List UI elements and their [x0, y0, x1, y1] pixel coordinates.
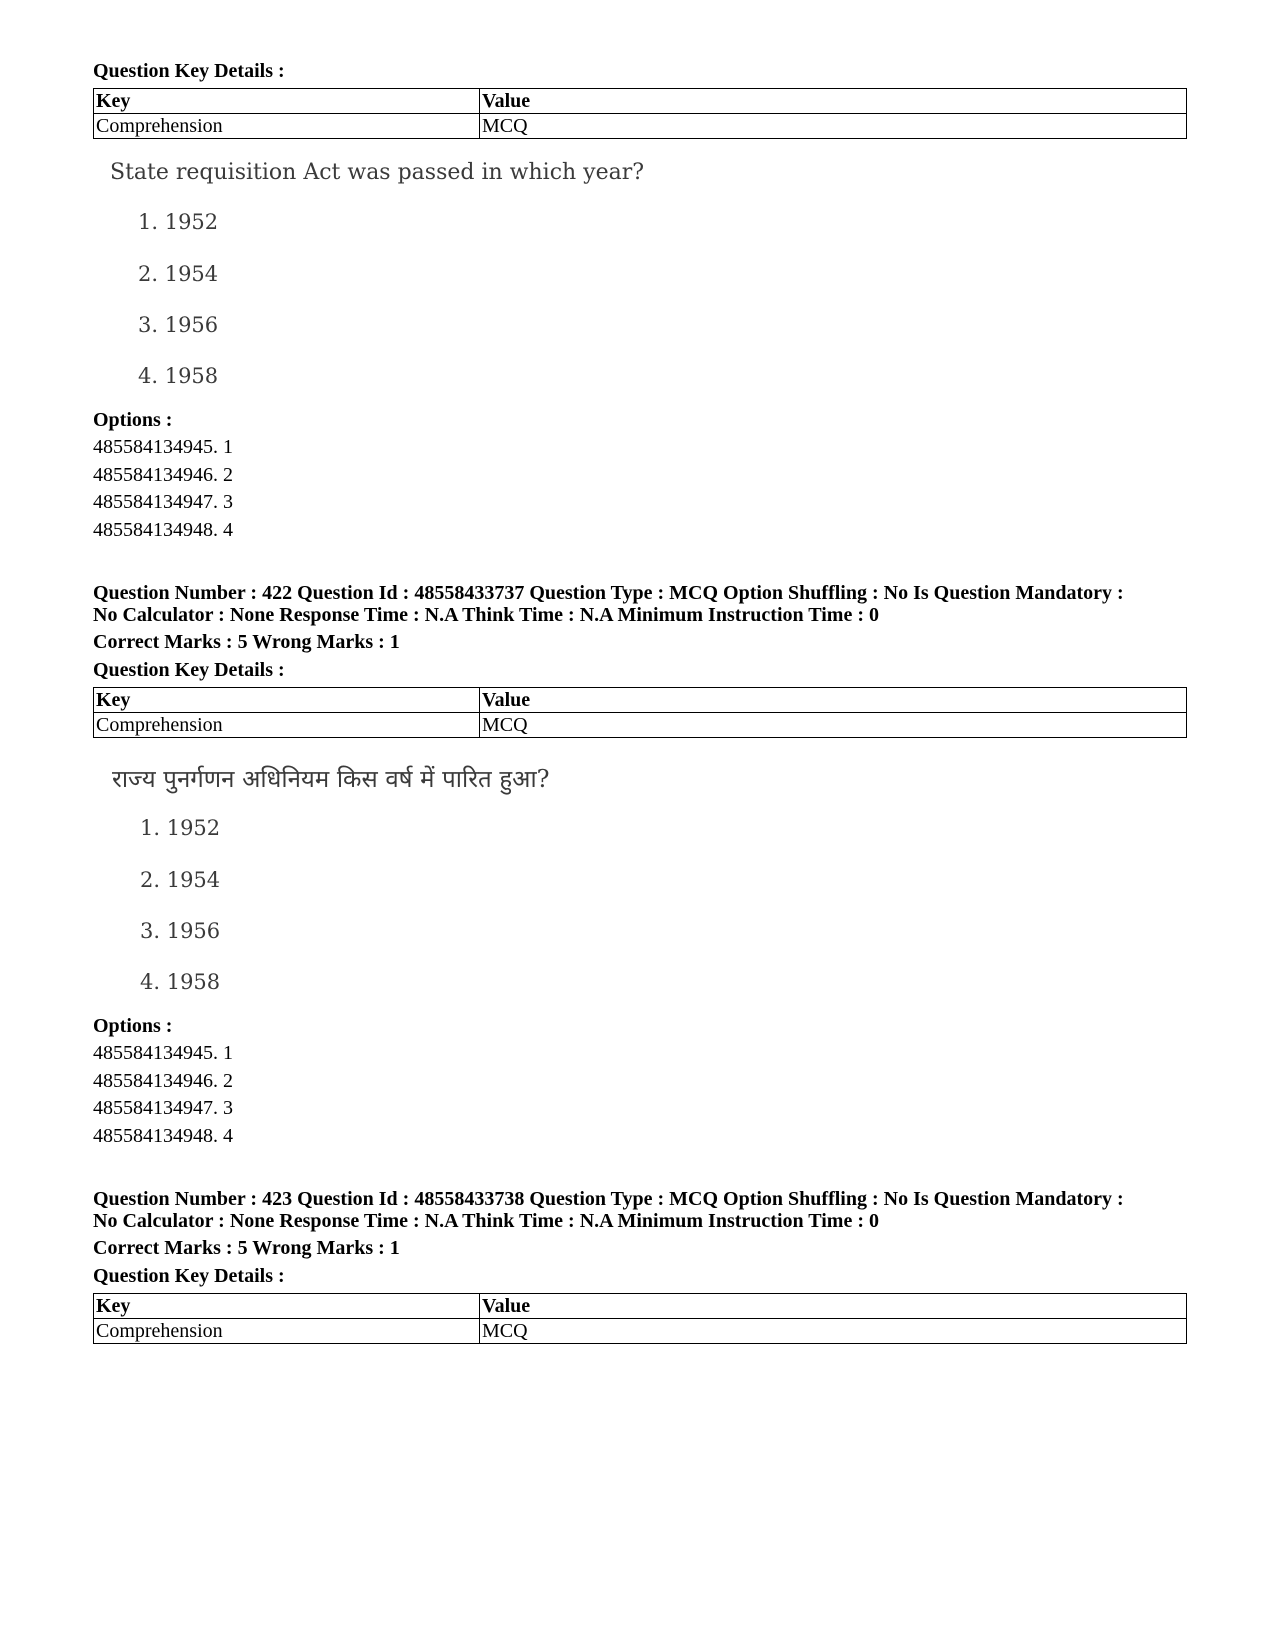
table-header-row [94, 89, 1187, 114]
question-text: State requisition Act was passed in which year? [110, 160, 645, 185]
question-option: 1. 1952 [138, 210, 219, 234]
table-header-key: Key [94, 1294, 480, 1319]
table-cell-key: Comprehension [94, 713, 480, 738]
marks-line: Correct Marks : 5 Wrong Marks : 1 [93, 1237, 400, 1259]
table-header-key: Key [94, 89, 480, 114]
question-option: 4. 1958 [140, 970, 221, 994]
table-header-key: Key [94, 688, 480, 713]
question-option: 1. 1952 [140, 816, 221, 840]
option-item: 485584134947. 3 [93, 1097, 233, 1119]
question-header-line: Question Number : 422 Question Id : 48558433737 Question Type : MCQ Option Shuffling : No Is Question Mandatory : [93, 582, 1124, 604]
question-header-line: No Calculator : None Response Time : N.A Think Time : N.A Minimum Instruction Time : 0 [93, 604, 879, 626]
option-item: 485584134948. 4 [93, 1125, 233, 1147]
key-details-label: Question Key Details : [93, 60, 285, 82]
option-item: 485584134945. 1 [93, 436, 233, 458]
question-text: राज्य पुनर्गणन अधिनियम किस वर्ष में पारित हुआ? [112, 765, 550, 793]
option-item: 485584134946. 2 [93, 464, 233, 486]
marks-line: Correct Marks : 5 Wrong Marks : 1 [93, 631, 400, 653]
table-cell-value: MCQ [480, 114, 1187, 139]
key-details-label: Question Key Details : [93, 1265, 285, 1287]
question-header-line: No Calculator : None Response Time : N.A Think Time : N.A Minimum Instruction Time : 0 [93, 1210, 879, 1232]
key-value-table [93, 1293, 1187, 1344]
table-row [94, 1319, 1187, 1344]
option-item: 485584134947. 3 [93, 491, 233, 513]
question-image [112, 762, 549, 795]
table-row [94, 114, 1187, 139]
table-row [94, 713, 1187, 738]
table-header-row [94, 688, 1187, 713]
question-option: 3. 1956 [140, 919, 221, 943]
question-option: 3. 1956 [138, 313, 219, 337]
question-option: 2. 1954 [140, 868, 221, 892]
option-item: 485584134946. 2 [93, 1070, 233, 1092]
key-details-label: Question Key Details : [93, 659, 285, 681]
table-cell-key: Comprehension [94, 114, 480, 139]
table-cell-value: MCQ [480, 1319, 1187, 1344]
option-item: 485584134948. 4 [93, 519, 233, 541]
options-label: Options : [93, 409, 173, 431]
question-option: 4. 1958 [138, 364, 219, 388]
key-value-table [93, 88, 1187, 139]
key-value-table [93, 687, 1187, 738]
table-header-row [94, 1294, 1187, 1319]
table-header-value: Value [480, 89, 1187, 114]
table-header-value: Value [480, 1294, 1187, 1319]
option-item: 485584134945. 1 [93, 1042, 233, 1064]
table-cell-value: MCQ [480, 713, 1187, 738]
options-label: Options : [93, 1015, 173, 1037]
question-image [110, 160, 644, 185]
table-header-value: Value [480, 688, 1187, 713]
question-header-line: Question Number : 423 Question Id : 48558433738 Question Type : MCQ Option Shuffling : No Is Question Mandatory : [93, 1188, 1124, 1210]
question-option: 2. 1954 [138, 262, 219, 286]
table-cell-key: Comprehension [94, 1319, 480, 1344]
